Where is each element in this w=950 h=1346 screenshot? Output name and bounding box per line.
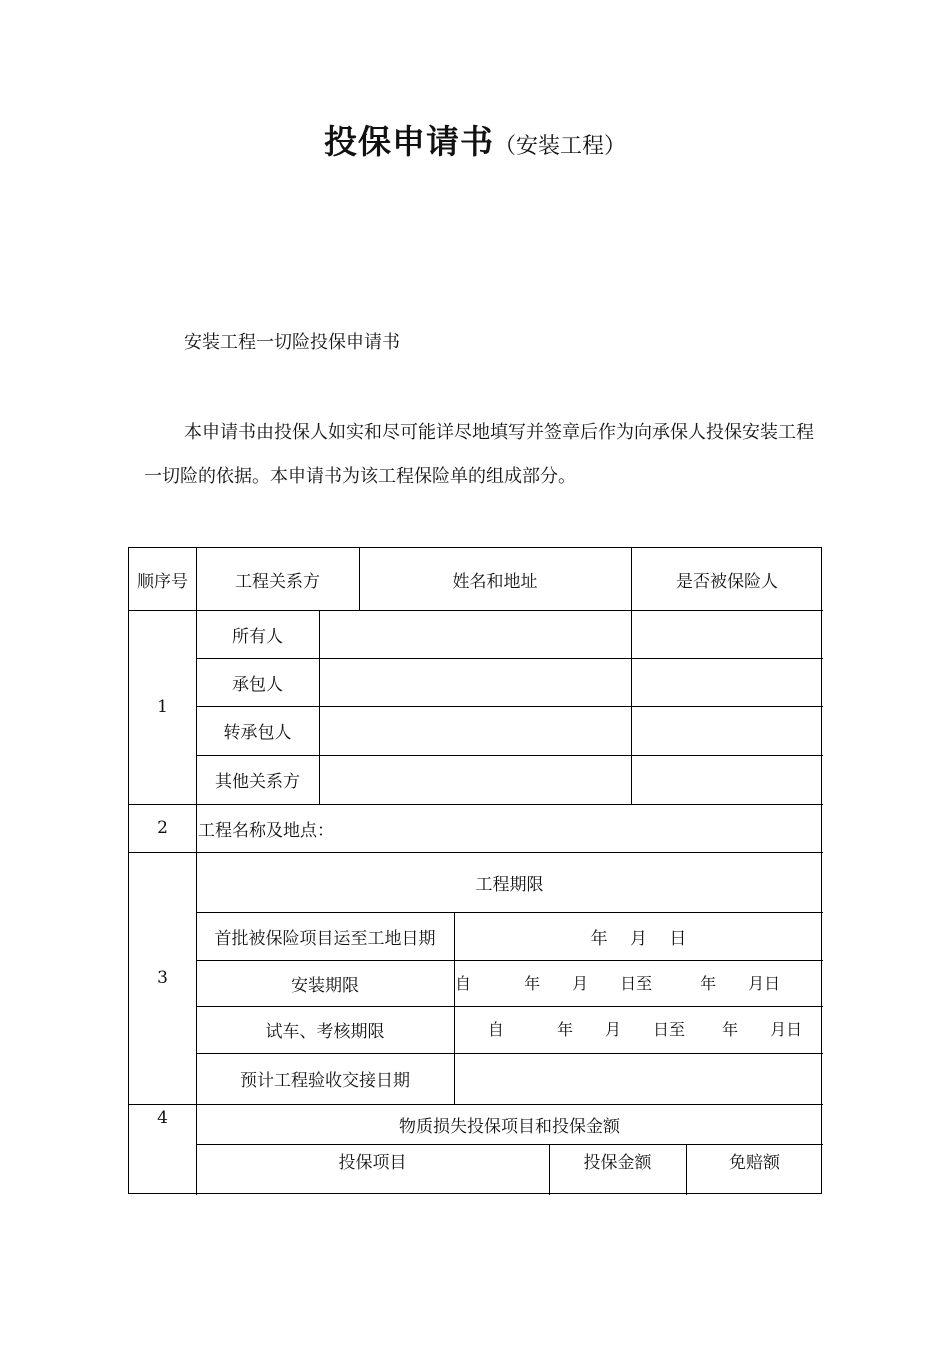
test-run-period-value: 自 年 月 日至 年 月日	[487, 1020, 803, 1039]
form-subtitle: 安装工程一切险投保申请书	[184, 332, 400, 353]
row2-seq: 2	[157, 818, 168, 838]
header-is-insured: 是否被保险人	[676, 571, 778, 592]
project-name-location-label: 工程名称及地点：	[198, 820, 334, 841]
first-delivery-date-value: 年 月 日	[590, 928, 687, 949]
intro-paragraph: 本申请书由投保人如实和尽可能详尽地填写并签章后作为向承保人投保安装工程一切险的依据。本申请书为该工程保险单的组成部分。	[144, 422, 814, 487]
header-name-address: 姓名和地址	[452, 571, 538, 592]
installation-period-label: 安装期限	[291, 975, 359, 996]
row3-seq: 3	[157, 968, 168, 988]
party-other: 其他关系方	[215, 772, 300, 792]
installation-period-value: 自 年 月 日至 年 月日	[455, 973, 781, 993]
project-period-heading: 工程期限	[475, 874, 544, 895]
test-run-period-label: 试车、考核期限	[265, 1022, 385, 1042]
party-owner: 所有人	[232, 626, 283, 647]
title-main: 投保申请书	[323, 122, 494, 161]
material-damage-heading: 物质损失投保项目和投保金额	[399, 1116, 620, 1137]
acceptance-date-value	[454, 1053, 823, 1104]
application-table	[128, 547, 822, 1194]
party-contractor: 承包人	[232, 674, 283, 695]
insured-amount-header: 投保金额	[583, 1153, 652, 1173]
insured-item-header: 投保项目	[338, 1153, 407, 1173]
header-seq: 顺序号	[137, 571, 188, 592]
party-subcontractor: 转承包人	[223, 723, 292, 743]
acceptance-date-label: 预计工程验收交接日期	[240, 1071, 410, 1091]
row4-seq: 4	[157, 1108, 168, 1128]
first-delivery-date-label: 首批被保险项目运至工地日期	[214, 928, 436, 949]
deductible-header: 免赔额	[729, 1153, 780, 1173]
header-party: 工程关系方	[235, 571, 320, 592]
document-title	[0, 116, 950, 163]
title-sub: （安装工程）	[493, 134, 626, 159]
row1-seq: 1	[157, 697, 168, 717]
